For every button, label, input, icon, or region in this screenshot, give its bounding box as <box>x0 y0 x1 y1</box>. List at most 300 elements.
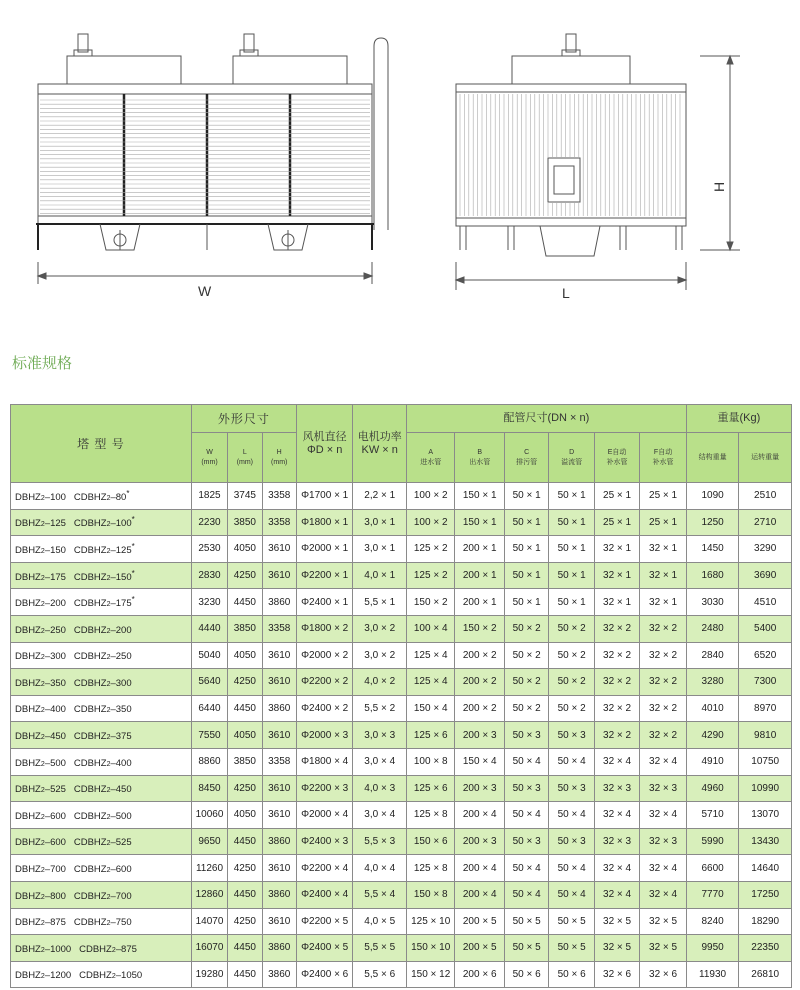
cell-length: 4450 <box>228 961 262 988</box>
cell-pipe-c: 50 × 1 <box>504 589 548 616</box>
section-title: 标准规格 <box>12 354 73 372</box>
cell-pipe-c: 50 × 4 <box>504 855 548 882</box>
cell-weight-structure: 4960 <box>686 775 739 802</box>
cell-height: 3610 <box>262 802 296 829</box>
cell-weight-structure: 8240 <box>686 908 739 935</box>
cell-pipe-d: 50 × 1 <box>549 536 594 563</box>
cell-model: DBHZ2–400 CDBHZ2–350 <box>11 695 192 722</box>
cell-fan-diameter: Φ2200 × 4 <box>296 855 353 882</box>
cell-pipe-f: 32 × 4 <box>640 855 687 882</box>
cell-width: 9650 <box>191 828 227 855</box>
dimension-h-label: H <box>711 181 727 192</box>
cell-pipe-a: 125 × 6 <box>406 722 454 749</box>
cell-pipe-c: 50 × 5 <box>504 935 548 962</box>
cell-weight-structure: 3030 <box>686 589 739 616</box>
cell-length: 4450 <box>228 935 262 962</box>
cell-model: DBHZ2–200 CDBHZ2–175* <box>11 589 192 616</box>
header-pipe-a: A 进水管 <box>406 433 454 483</box>
cell-pipe-a: 125 × 10 <box>406 908 454 935</box>
cell-pipe-b: 200 × 1 <box>455 536 505 563</box>
cell-weight-operating: 6520 <box>739 642 792 669</box>
cell-pipe-b: 200 × 3 <box>455 775 505 802</box>
front-louver-lines <box>40 100 370 213</box>
cell-fan-diameter: Φ2000 × 2 <box>296 642 353 669</box>
cell-pipe-c: 50 × 3 <box>504 775 548 802</box>
cell-motor-power: 4,0 × 3 <box>353 775 407 802</box>
cell-length: 4450 <box>228 695 262 722</box>
cell-fan-diameter: Φ2400 × 6 <box>296 961 353 988</box>
cell-height: 3358 <box>262 483 296 510</box>
cell-pipe-b: 200 × 4 <box>455 855 505 882</box>
cell-fan-diameter: Φ2000 × 1 <box>296 536 353 563</box>
cell-width: 4440 <box>191 615 227 642</box>
cell-height: 3610 <box>262 908 296 935</box>
cell-pipe-b: 200 × 4 <box>455 802 505 829</box>
cell-motor-power: 3,0 × 4 <box>353 748 407 775</box>
cell-pipe-c: 50 × 4 <box>504 802 548 829</box>
cell-model: DBHZ2–250 CDBHZ2–200 <box>11 615 192 642</box>
header-w: W (mm) <box>191 433 227 483</box>
table-row <box>11 536 792 563</box>
cell-model: DBHZ2–175 CDBHZ2–150* <box>11 562 192 589</box>
cell-length: 4050 <box>228 722 262 749</box>
header-fan-diameter: 风机直径 ΦD × n <box>296 405 353 483</box>
dimension-w-label: W <box>198 283 212 299</box>
cell-pipe-c: 50 × 1 <box>504 509 548 536</box>
cell-pipe-f: 32 × 2 <box>640 642 687 669</box>
cell-pipe-a: 125 × 2 <box>406 536 454 563</box>
cell-pipe-b: 200 × 5 <box>455 908 505 935</box>
cell-pipe-d: 50 × 1 <box>549 562 594 589</box>
cell-pipe-e: 32 × 2 <box>594 695 639 722</box>
cell-weight-operating: 17250 <box>739 881 792 908</box>
cell-weight-operating: 3290 <box>739 536 792 563</box>
cell-weight-structure: 7770 <box>686 881 739 908</box>
cell-pipe-e: 32 × 6 <box>594 961 639 988</box>
cell-height: 3860 <box>262 695 296 722</box>
cell-weight-structure: 5990 <box>686 828 739 855</box>
cell-weight-operating: 13070 <box>739 802 792 829</box>
cell-pipe-e: 32 × 4 <box>594 855 639 882</box>
cell-pipe-b: 200 × 4 <box>455 881 505 908</box>
cell-weight-operating: 2710 <box>739 509 792 536</box>
cell-motor-power: 4,0 × 1 <box>353 562 407 589</box>
cell-height: 3860 <box>262 961 296 988</box>
table-row <box>11 615 792 642</box>
cell-width: 8860 <box>191 748 227 775</box>
cell-motor-power: 5,5 × 3 <box>353 828 407 855</box>
cell-pipe-a: 125 × 8 <box>406 802 454 829</box>
cell-pipe-c: 50 × 1 <box>504 562 548 589</box>
cell-pipe-b: 150 × 1 <box>455 483 505 510</box>
cell-motor-power: 5,5 × 4 <box>353 881 407 908</box>
cell-pipe-f: 32 × 6 <box>640 961 687 988</box>
cell-pipe-b: 200 × 3 <box>455 828 505 855</box>
cell-pipe-b: 200 × 6 <box>455 961 505 988</box>
spec-table <box>10 404 792 988</box>
cell-pipe-e: 32 × 4 <box>594 802 639 829</box>
cell-weight-structure: 4290 <box>686 722 739 749</box>
cell-length: 4450 <box>228 828 262 855</box>
table-body <box>11 483 792 988</box>
cell-pipe-d: 50 × 1 <box>549 509 594 536</box>
side-louver-lines <box>460 94 680 216</box>
cell-pipe-d: 50 × 6 <box>549 961 594 988</box>
header-pipe-e: E自动 补水管 <box>594 433 639 483</box>
header-pipe-b: B 出水管 <box>455 433 505 483</box>
header-outer-dimensions: 外形尺寸 <box>191 405 296 433</box>
cell-pipe-e: 32 × 2 <box>594 642 639 669</box>
cell-pipe-b: 200 × 3 <box>455 722 505 749</box>
cell-weight-structure: 1680 <box>686 562 739 589</box>
cell-weight-structure: 1090 <box>686 483 739 510</box>
table-row <box>11 722 792 749</box>
cell-pipe-e: 25 × 1 <box>594 483 639 510</box>
cell-pipe-c: 50 × 4 <box>504 881 548 908</box>
cell-length: 4250 <box>228 669 262 696</box>
cell-height: 3860 <box>262 881 296 908</box>
cell-model: DBHZ2–1000 CDBHZ2–875 <box>11 935 192 962</box>
cell-model: DBHZ2–150 CDBHZ2–125* <box>11 536 192 563</box>
cell-model: DBHZ2–500 CDBHZ2–400 <box>11 748 192 775</box>
cell-weight-operating: 13430 <box>739 828 792 855</box>
cell-height: 3358 <box>262 509 296 536</box>
cell-pipe-f: 32 × 2 <box>640 695 687 722</box>
cell-width: 12860 <box>191 881 227 908</box>
cell-model: DBHZ2–350 CDBHZ2–300 <box>11 669 192 696</box>
table-row <box>11 908 792 935</box>
cell-pipe-e: 32 × 5 <box>594 908 639 935</box>
cell-width: 19280 <box>191 961 227 988</box>
cell-pipe-f: 32 × 1 <box>640 562 687 589</box>
cell-height: 3860 <box>262 828 296 855</box>
cell-motor-power: 4,0 × 2 <box>353 669 407 696</box>
cell-pipe-a: 150 × 6 <box>406 828 454 855</box>
table-row <box>11 589 792 616</box>
cell-pipe-c: 50 × 3 <box>504 722 548 749</box>
cell-width: 8450 <box>191 775 227 802</box>
table-row <box>11 642 792 669</box>
cell-pipe-f: 32 × 5 <box>640 935 687 962</box>
cell-model: DBHZ2–700 CDBHZ2–600 <box>11 855 192 882</box>
cell-length: 4050 <box>228 802 262 829</box>
cell-pipe-a: 150 × 10 <box>406 935 454 962</box>
cell-pipe-e: 32 × 3 <box>594 828 639 855</box>
cell-length: 4050 <box>228 536 262 563</box>
table-row <box>11 802 792 829</box>
cell-pipe-d: 50 × 3 <box>549 775 594 802</box>
cell-weight-operating: 7300 <box>739 669 792 696</box>
cell-pipe-c: 50 × 1 <box>504 536 548 563</box>
cell-length: 4250 <box>228 908 262 935</box>
header-weight-operating: 运转重量 <box>739 433 792 483</box>
cell-length: 3850 <box>228 615 262 642</box>
cell-weight-structure: 11930 <box>686 961 739 988</box>
header-pipe-f: F自动 补水管 <box>640 433 687 483</box>
cell-pipe-b: 200 × 1 <box>455 562 505 589</box>
cell-pipe-e: 32 × 2 <box>594 669 639 696</box>
cell-pipe-f: 32 × 3 <box>640 775 687 802</box>
cell-length: 4450 <box>228 589 262 616</box>
cell-pipe-d: 50 × 5 <box>549 935 594 962</box>
cell-fan-diameter: Φ2000 × 3 <box>296 722 353 749</box>
cell-weight-structure: 4010 <box>686 695 739 722</box>
cell-model: DBHZ2–300 CDBHZ2–250 <box>11 642 192 669</box>
cell-height: 3610 <box>262 536 296 563</box>
cell-pipe-d: 50 × 4 <box>549 881 594 908</box>
cell-weight-structure: 1250 <box>686 509 739 536</box>
cell-weight-operating: 10990 <box>739 775 792 802</box>
cell-height: 3610 <box>262 562 296 589</box>
side-view-drawing <box>456 34 740 290</box>
cell-pipe-f: 32 × 1 <box>640 536 687 563</box>
cell-length: 4450 <box>228 881 262 908</box>
cell-pipe-c: 50 × 2 <box>504 695 548 722</box>
cell-width: 2530 <box>191 536 227 563</box>
table-row <box>11 881 792 908</box>
cell-fan-diameter: Φ2400 × 2 <box>296 695 353 722</box>
cell-pipe-b: 200 × 2 <box>455 669 505 696</box>
cell-fan-diameter: Φ2200 × 2 <box>296 669 353 696</box>
cell-length: 4250 <box>228 775 262 802</box>
cell-pipe-a: 150 × 8 <box>406 881 454 908</box>
cell-pipe-d: 50 × 4 <box>549 855 594 882</box>
cell-motor-power: 4,0 × 5 <box>353 908 407 935</box>
cell-length: 3850 <box>228 509 262 536</box>
cell-pipe-d: 50 × 2 <box>549 695 594 722</box>
cell-weight-operating: 5400 <box>739 615 792 642</box>
cell-pipe-d: 50 × 2 <box>549 642 594 669</box>
cell-pipe-a: 100 × 8 <box>406 748 454 775</box>
cell-pipe-d: 50 × 2 <box>549 669 594 696</box>
cell-weight-operating: 2510 <box>739 483 792 510</box>
table-row <box>11 961 792 988</box>
cell-fan-diameter: Φ2400 × 3 <box>296 828 353 855</box>
cell-pipe-c: 50 × 6 <box>504 961 548 988</box>
cell-pipe-f: 32 × 1 <box>640 589 687 616</box>
cell-pipe-b: 150 × 4 <box>455 748 505 775</box>
header-model: 塔 型 号 <box>11 405 192 483</box>
cell-pipe-e: 25 × 1 <box>594 509 639 536</box>
cell-height: 3358 <box>262 748 296 775</box>
table-row <box>11 855 792 882</box>
cell-pipe-f: 32 × 4 <box>640 881 687 908</box>
cell-pipe-d: 50 × 4 <box>549 748 594 775</box>
cell-motor-power: 3,0 × 2 <box>353 642 407 669</box>
cell-pipe-b: 200 × 2 <box>455 695 505 722</box>
cell-fan-diameter: Φ1700 × 1 <box>296 483 353 510</box>
cell-width: 5040 <box>191 642 227 669</box>
cell-width: 11260 <box>191 855 227 882</box>
cell-pipe-f: 32 × 2 <box>640 669 687 696</box>
cell-pipe-c: 50 × 3 <box>504 828 548 855</box>
cell-weight-structure: 4910 <box>686 748 739 775</box>
cell-pipe-c: 50 × 5 <box>504 908 548 935</box>
cell-length: 4250 <box>228 562 262 589</box>
cell-pipe-d: 50 × 3 <box>549 722 594 749</box>
cooling-tower-drawings <box>0 0 800 330</box>
cell-pipe-c: 50 × 2 <box>504 669 548 696</box>
cell-width: 16070 <box>191 935 227 962</box>
cell-pipe-d: 50 × 1 <box>549 589 594 616</box>
table-row <box>11 828 792 855</box>
cell-pipe-e: 32 × 4 <box>594 748 639 775</box>
cell-pipe-a: 125 × 8 <box>406 855 454 882</box>
table-row <box>11 483 792 510</box>
cell-model: DBHZ2–125 CDBHZ2–100* <box>11 509 192 536</box>
cell-weight-operating: 14640 <box>739 855 792 882</box>
cell-pipe-b: 200 × 2 <box>455 642 505 669</box>
cell-weight-structure: 2480 <box>686 615 739 642</box>
cell-pipe-c: 50 × 2 <box>504 615 548 642</box>
cell-pipe-f: 32 × 4 <box>640 748 687 775</box>
cell-model: DBHZ2–875 CDBHZ2–750 <box>11 908 192 935</box>
cell-model: DBHZ2–1200 CDBHZ2–1050 <box>11 961 192 988</box>
cell-fan-diameter: Φ2200 × 3 <box>296 775 353 802</box>
cell-weight-operating: 9810 <box>739 722 792 749</box>
cell-fan-diameter: Φ2200 × 1 <box>296 562 353 589</box>
cell-width: 2230 <box>191 509 227 536</box>
cell-fan-diameter: Φ2400 × 1 <box>296 589 353 616</box>
header-weight-structure: 结构重量 <box>686 433 739 483</box>
cell-motor-power: 3,0 × 1 <box>353 509 407 536</box>
cell-weight-operating: 22350 <box>739 935 792 962</box>
table-row <box>11 935 792 962</box>
cell-pipe-e: 32 × 3 <box>594 775 639 802</box>
cell-pipe-e: 32 × 1 <box>594 562 639 589</box>
header-motor-power: 电机功率 KW × n <box>353 405 407 483</box>
header-pipe-d: D 溢流管 <box>549 433 594 483</box>
dimension-l-label: L <box>562 285 570 301</box>
cell-weight-operating: 10750 <box>739 748 792 775</box>
cell-model: DBHZ2–100 CDBHZ2–80* <box>11 483 192 510</box>
cell-fan-diameter: Φ1800 × 4 <box>296 748 353 775</box>
cell-motor-power: 3,0 × 2 <box>353 615 407 642</box>
cell-model: DBHZ2–800 CDBHZ2–700 <box>11 881 192 908</box>
cell-pipe-a: 150 × 2 <box>406 589 454 616</box>
cell-pipe-a: 100 × 4 <box>406 615 454 642</box>
cell-pipe-f: 32 × 2 <box>640 615 687 642</box>
cell-fan-diameter: Φ2400 × 4 <box>296 881 353 908</box>
header-l: L (mm) <box>228 433 262 483</box>
cell-fan-diameter: Φ2000 × 4 <box>296 802 353 829</box>
cell-pipe-b: 200 × 1 <box>455 589 505 616</box>
cell-length: 3745 <box>228 483 262 510</box>
cell-height: 3610 <box>262 775 296 802</box>
cell-pipe-d: 50 × 5 <box>549 908 594 935</box>
cell-motor-power: 3,0 × 3 <box>353 722 407 749</box>
cell-height: 3860 <box>262 589 296 616</box>
cell-height: 3358 <box>262 615 296 642</box>
cell-length: 3850 <box>228 748 262 775</box>
cell-weight-structure: 9950 <box>686 935 739 962</box>
cell-pipe-a: 125 × 4 <box>406 669 454 696</box>
cell-motor-power: 3,0 × 1 <box>353 536 407 563</box>
table-header <box>11 405 792 483</box>
cell-model: DBHZ2–600 CDBHZ2–525 <box>11 828 192 855</box>
cell-height: 3610 <box>262 855 296 882</box>
cell-pipe-a: 125 × 6 <box>406 775 454 802</box>
cell-pipe-d: 50 × 4 <box>549 802 594 829</box>
header-h: H (mm) <box>262 433 296 483</box>
cell-pipe-d: 50 × 1 <box>549 483 594 510</box>
cell-length: 4050 <box>228 642 262 669</box>
cell-pipe-f: 25 × 1 <box>640 483 687 510</box>
cell-model: DBHZ2–600 CDBHZ2–500 <box>11 802 192 829</box>
cell-pipe-c: 50 × 4 <box>504 748 548 775</box>
cell-pipe-b: 200 × 5 <box>455 935 505 962</box>
table-row <box>11 695 792 722</box>
cell-pipe-f: 32 × 4 <box>640 802 687 829</box>
cell-fan-diameter: Φ2400 × 5 <box>296 935 353 962</box>
cell-pipe-c: 50 × 1 <box>504 483 548 510</box>
cell-weight-operating: 4510 <box>739 589 792 616</box>
cell-pipe-e: 32 × 2 <box>594 722 639 749</box>
cell-pipe-b: 150 × 2 <box>455 615 505 642</box>
cell-pipe-d: 50 × 3 <box>549 828 594 855</box>
table-row <box>11 509 792 536</box>
cell-motor-power: 3,0 × 4 <box>353 802 407 829</box>
cell-width: 3230 <box>191 589 227 616</box>
cell-pipe-f: 32 × 2 <box>640 722 687 749</box>
cell-height: 3610 <box>262 669 296 696</box>
cell-motor-power: 5,5 × 5 <box>353 935 407 962</box>
cell-width: 6440 <box>191 695 227 722</box>
cell-motor-power: 4,0 × 4 <box>353 855 407 882</box>
cell-model: DBHZ2–450 CDBHZ2–375 <box>11 722 192 749</box>
cell-pipe-b: 150 × 1 <box>455 509 505 536</box>
table-row <box>11 775 792 802</box>
cell-pipe-e: 32 × 1 <box>594 536 639 563</box>
header-pipe-sizes: 配管尺寸(DN × n) <box>406 405 686 433</box>
cell-length: 4250 <box>228 855 262 882</box>
table-row <box>11 669 792 696</box>
cell-pipe-a: 100 × 2 <box>406 483 454 510</box>
header-pipe-c: C 排污管 <box>504 433 548 483</box>
cell-weight-structure: 2840 <box>686 642 739 669</box>
cell-width: 10060 <box>191 802 227 829</box>
cell-height: 3610 <box>262 642 296 669</box>
cell-weight-structure: 5710 <box>686 802 739 829</box>
cell-pipe-a: 150 × 4 <box>406 695 454 722</box>
cell-weight-operating: 18290 <box>739 908 792 935</box>
cell-width: 14070 <box>191 908 227 935</box>
cell-width: 2830 <box>191 562 227 589</box>
table-row <box>11 562 792 589</box>
cell-weight-structure: 3280 <box>686 669 739 696</box>
cell-pipe-e: 32 × 1 <box>594 589 639 616</box>
cell-weight-operating: 26810 <box>739 961 792 988</box>
cell-pipe-e: 32 × 2 <box>594 615 639 642</box>
cell-pipe-c: 50 × 2 <box>504 642 548 669</box>
cell-pipe-e: 32 × 4 <box>594 881 639 908</box>
cell-pipe-a: 125 × 4 <box>406 642 454 669</box>
cell-pipe-a: 150 × 12 <box>406 961 454 988</box>
cell-fan-diameter: Φ1800 × 2 <box>296 615 353 642</box>
header-weight: 重量(Kg) <box>686 405 791 433</box>
cell-pipe-f: 25 × 1 <box>640 509 687 536</box>
cell-pipe-f: 32 × 3 <box>640 828 687 855</box>
cell-height: 3610 <box>262 722 296 749</box>
cell-model: DBHZ2–525 CDBHZ2–450 <box>11 775 192 802</box>
cell-weight-operating: 8970 <box>739 695 792 722</box>
cell-motor-power: 5,5 × 6 <box>353 961 407 988</box>
cell-width: 7550 <box>191 722 227 749</box>
cell-weight-structure: 6600 <box>686 855 739 882</box>
cell-width: 5640 <box>191 669 227 696</box>
cell-pipe-a: 125 × 2 <box>406 562 454 589</box>
cell-fan-diameter: Φ1800 × 1 <box>296 509 353 536</box>
